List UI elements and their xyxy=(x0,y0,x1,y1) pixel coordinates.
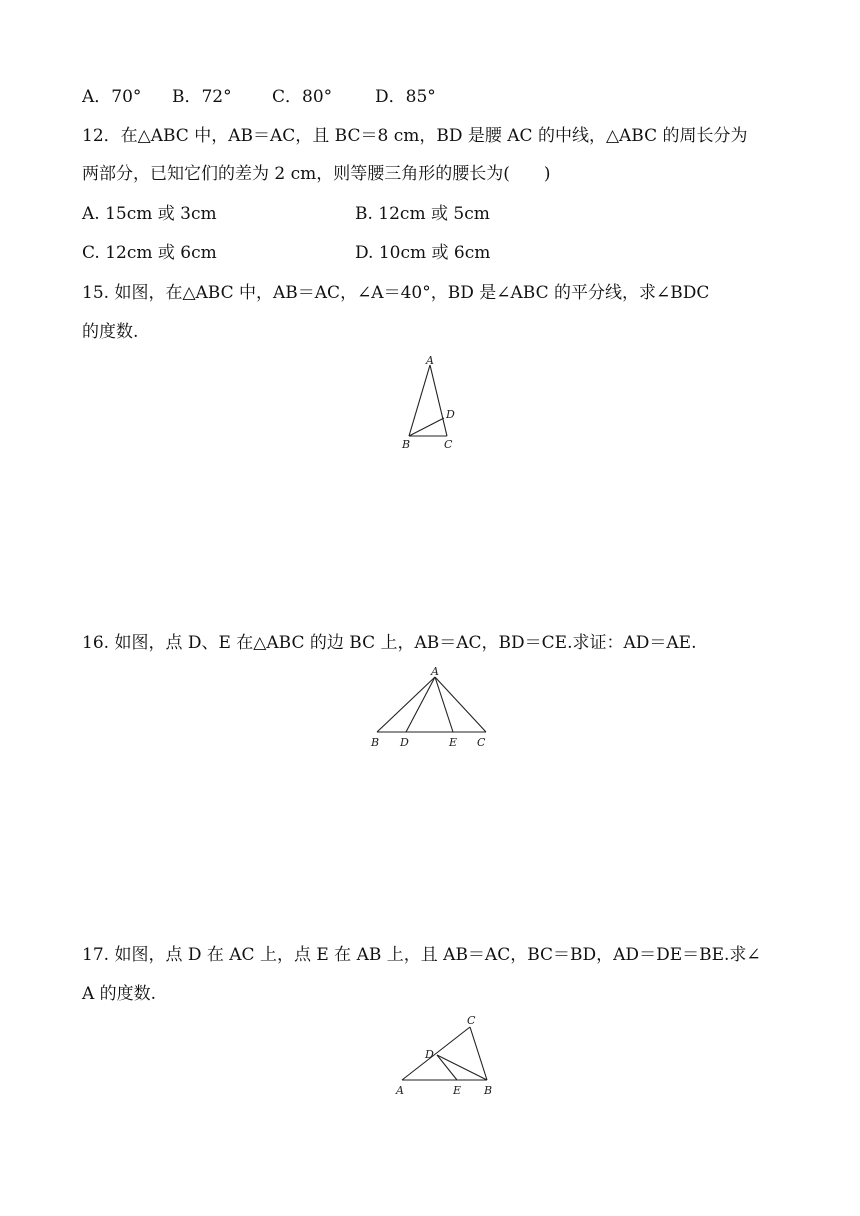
q16-side-ac xyxy=(435,677,486,732)
q12-text-line1: 12．在△ABC 中，AB＝AC，且 BC＝8 cm，BD 是腰 AC 的中线，△ABC 的周长分为 xyxy=(82,126,748,146)
q15-label-b: B xyxy=(402,438,411,451)
q15-text-line1: 15. 如图，在△ABC 中，AB＝AC，∠A＝40°，BD 是∠ABC 的平分线，求∠BDC xyxy=(82,283,710,303)
q17-triangle-figure xyxy=(390,1010,505,1102)
q12-option-c: C. 12cm 或 6cm xyxy=(82,243,217,263)
q12-text-line2: 两部分，已知它们的差为 2 cm，则等腰三角形的腰长为( ) xyxy=(82,164,551,184)
q12-option-b: B. 12cm 或 5cm xyxy=(355,204,490,224)
q16-side-ab xyxy=(377,677,435,732)
q16-label-d: D xyxy=(400,736,409,749)
q12-option-d: D. 10cm 或 6cm xyxy=(355,243,491,263)
q15-label-a: A xyxy=(426,354,434,367)
q15-text-line2: 的度数. xyxy=(82,322,139,342)
q17-label-a: A xyxy=(396,1084,404,1097)
q17-text-line2: A 的度数. xyxy=(82,984,157,1004)
q15-segment-bd xyxy=(409,418,444,436)
q15-side-ac xyxy=(430,365,447,436)
q17-text-line1: 17. 如图，点 D 在 AC 上，点 E 在 AB 上，且 AB＝AC，BC＝BD，AD＝DE＝BE.求∠ xyxy=(82,945,761,965)
q17-side-bc xyxy=(470,1027,487,1080)
q16-label-b: B xyxy=(371,736,380,749)
q16-segment-ad xyxy=(406,677,435,732)
q12-option-a: A. 15cm 或 3cm xyxy=(82,204,217,224)
q15-label-d: D xyxy=(446,408,455,421)
q16-label-a: A xyxy=(431,665,439,678)
q15-label-c: C xyxy=(444,438,453,451)
q17-label-d: D xyxy=(425,1048,434,1061)
q16-triangle-figure xyxy=(365,665,495,751)
q15-triangle-figure xyxy=(395,352,465,454)
q17-label-b: B xyxy=(484,1084,493,1097)
q11-option-b: B．72° xyxy=(172,87,232,107)
q17-side-ac xyxy=(402,1027,470,1080)
q17-segment-de xyxy=(437,1055,457,1080)
q11-option-d: D．85° xyxy=(375,87,436,107)
q17-segment-bd xyxy=(437,1055,487,1080)
q11-option-c: C．80° xyxy=(272,87,333,107)
q16-label-c: C xyxy=(477,736,486,749)
q11-option-a: A．70° xyxy=(82,87,142,107)
q16-label-e: E xyxy=(449,736,458,749)
q16-text-line1: 16. 如图，点 D、E 在△ABC 的边 BC 上，AB＝AC，BD＝CE.求证：AD＝AE. xyxy=(82,633,697,653)
q17-label-c: C xyxy=(467,1014,476,1027)
q17-label-e: E xyxy=(453,1084,462,1097)
q16-segment-ae xyxy=(435,677,453,732)
q15-side-ab xyxy=(409,365,430,436)
